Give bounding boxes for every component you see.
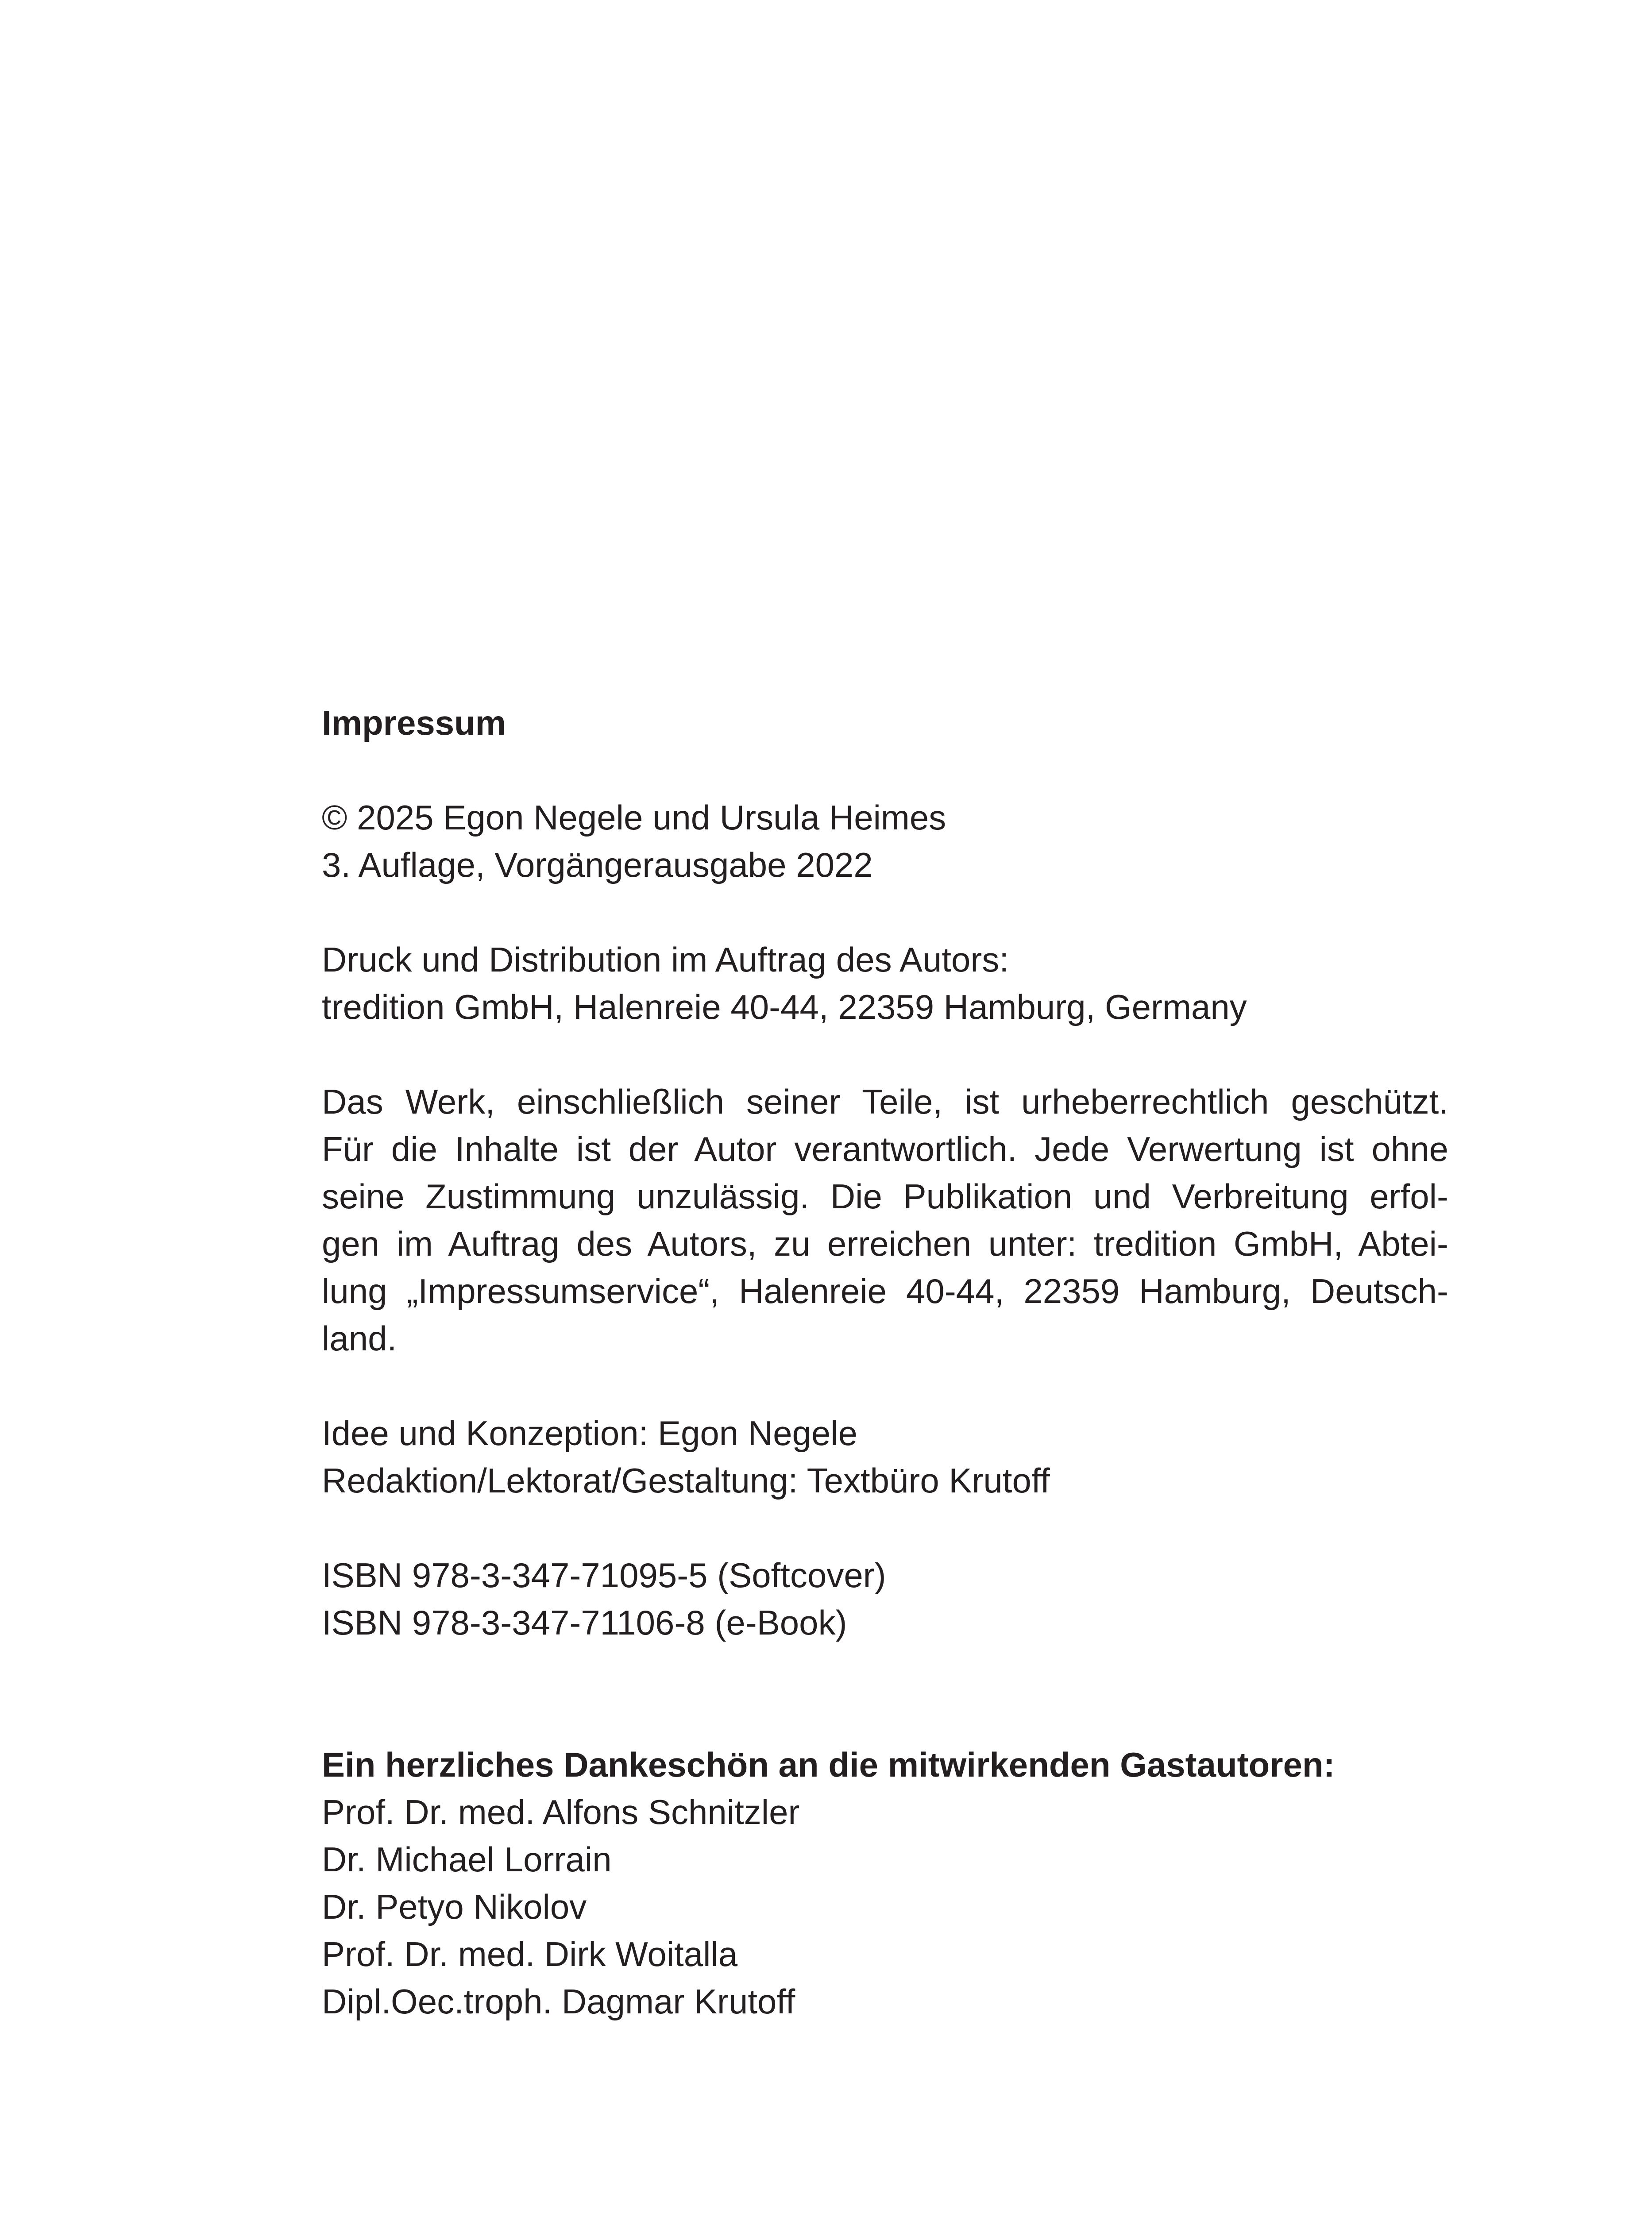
thanks-heading: Ein herzliches Dankeschön an die mitwirkenden Gastautoren: bbox=[322, 1745, 1335, 1784]
edition-line: 3. Auflage, Vorgängerausgabe 2022 bbox=[322, 845, 873, 884]
editing-credit: Redaktion/Lektorat/Gestaltung: Textbüro Krutoff bbox=[322, 1461, 1050, 1500]
impressum-heading: Impressum bbox=[322, 703, 506, 742]
guest-author: Prof. Dr. med. Dirk Woitalla bbox=[322, 1935, 738, 1974]
spacer bbox=[322, 1362, 1448, 1410]
guest-author: Dr. Petyo Nikolov bbox=[322, 1887, 587, 1926]
spacer bbox=[322, 747, 1448, 794]
spacer bbox=[322, 1031, 1448, 1078]
legal-line: land. bbox=[322, 1319, 397, 1358]
legal-line: Für die Inhalte ist der Autor verantwortlich. Jede Verwertung ist ohne bbox=[322, 1130, 1448, 1168]
impressum-block bbox=[322, 699, 1448, 2025]
legal-line: lung „Impressumservice“, Halenreie 40-44, 22359 Hamburg, Deutsch- bbox=[322, 1272, 1448, 1311]
guest-author: Dr. Michael Lorrain bbox=[322, 1840, 612, 1879]
legal-notice bbox=[322, 1078, 1448, 1362]
guest-author: Prof. Dr. med. Alfons Schnitzler bbox=[322, 1793, 800, 1831]
distribution-address: tredition GmbH, Halenreie 40-44, 22359 Hamburg, Germany bbox=[322, 987, 1247, 1026]
copyright-line: © 2025 Egon Negele und Ursula Heimes bbox=[322, 798, 946, 837]
legal-line: gen im Auftrag des Autors, zu erreichen unter: tredition GmbH, Abtei- bbox=[322, 1224, 1448, 1263]
legal-line: Das Werk, einschließlich seiner Teile, ist urheberrechtlich geschützt. bbox=[322, 1082, 1448, 1121]
spacer bbox=[322, 1646, 1448, 1741]
guest-author: Dipl.Oec.troph. Dagmar Krutoff bbox=[322, 1982, 795, 2021]
distribution-label: Druck und Distribution im Auftrag des Autors: bbox=[322, 940, 1009, 979]
spacer bbox=[322, 889, 1448, 936]
isbn-ebook: ISBN 978-3-347-71106-8 (e-Book) bbox=[322, 1603, 847, 1642]
isbn-softcover: ISBN 978-3-347-71095-5 (Softcover) bbox=[322, 1556, 886, 1595]
idea-credit: Idee und Konzeption: Egon Negele bbox=[322, 1414, 857, 1453]
guest-authors-list bbox=[322, 1789, 1448, 2025]
spacer bbox=[322, 1504, 1448, 1552]
legal-line: seine Zustimmung unzulässig. Die Publikation und Verbreitung erfol- bbox=[322, 1177, 1448, 1216]
